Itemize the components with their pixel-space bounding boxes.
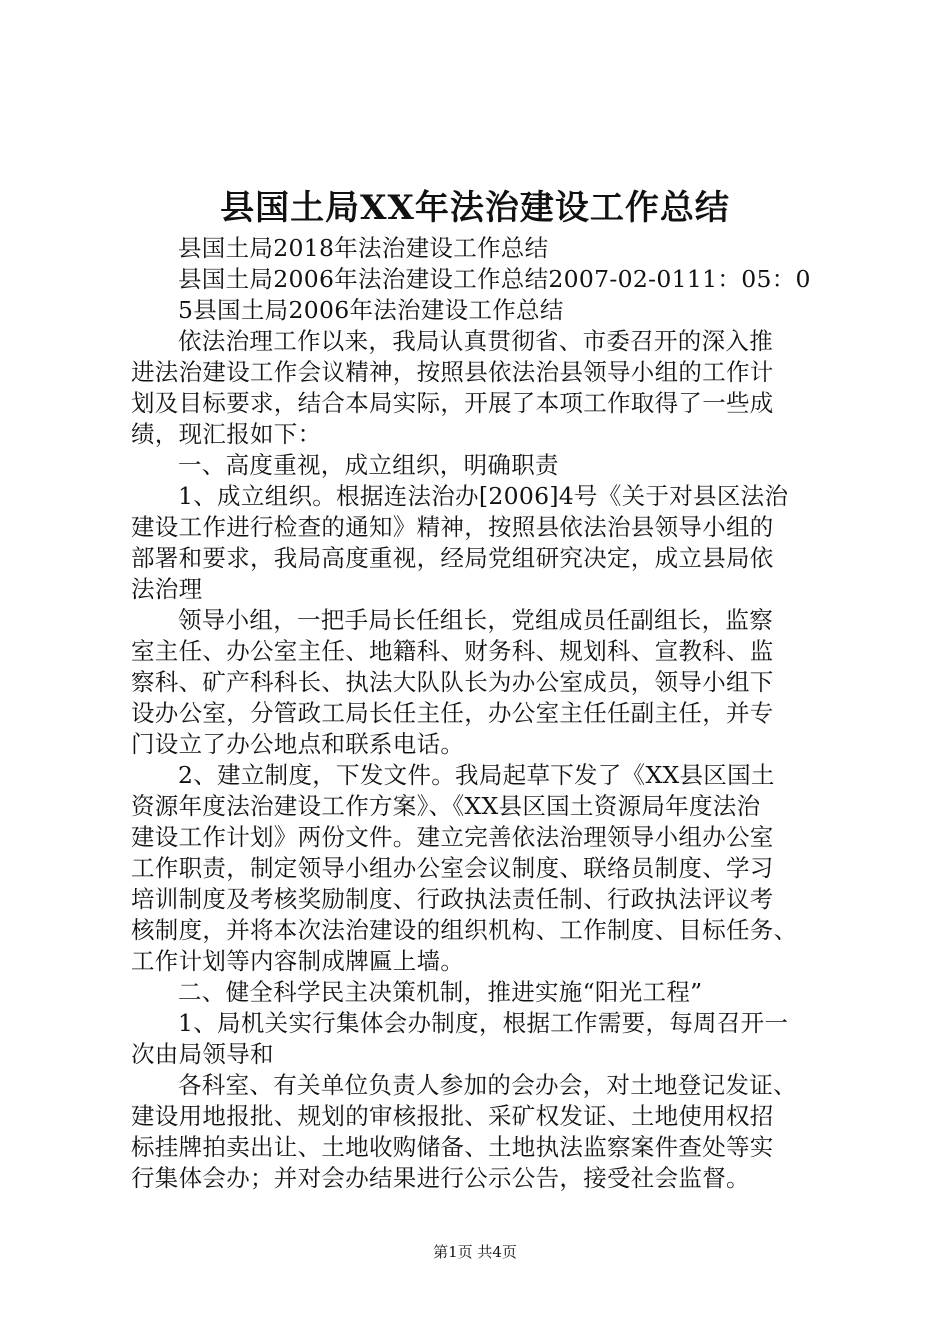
- text-line: 标挂牌拍卖出让、土地收购储备、土地执法监察案件查处等实: [131, 1133, 774, 1161]
- text-line: 2、建立制度，下发文件。我局起草下发了《XX县区国土: [178, 761, 775, 789]
- text-line: 行集体会办；并对会办结果进行公示公告，接受社会监督。: [131, 1164, 750, 1192]
- text-line: 1、局机关实行集体会办制度，根据工作需要，每周召开一: [178, 1009, 789, 1037]
- document-body: [131, 233, 831, 1194]
- text-line: 核制度，并将本次法治建设的组织机构、工作制度、目标任务、: [131, 916, 798, 944]
- text-line: 各科室、有关单位负责人参加的会办会，对土地登记发证、: [178, 1071, 797, 1099]
- text-line: 5县国土局2006年法治建设工作总结: [178, 296, 564, 324]
- text-line: 门设立了办公地点和联系电话。: [131, 730, 465, 758]
- text-line: 县国土局2006年法治建设工作总结2007-02-0111：05：0: [178, 265, 811, 293]
- text-line: 领导小组，一把手局长任组长，党组成员任副组长，监察: [178, 606, 773, 634]
- text-line: 工作计划等内容制成牌匾上墙。: [131, 947, 465, 975]
- text-line: 建设工作进行检查的通知》精神，按照县依法治县领导小组的: [131, 513, 774, 541]
- text-line: 室主任、办公室主任、地籍科、财务科、规划科、宣教科、监: [131, 637, 774, 665]
- text-line: 1、成立组织。根据连法治办[2006]4号《关于对县区法治: [178, 482, 789, 510]
- text-line: 划及目标要求，结合本局实际，开展了本项工作取得了一些成: [131, 389, 774, 417]
- text-line: 资源年度法治建设工作方案》、《XX县区国土资源局年度法治: [131, 792, 761, 820]
- text-line: 法治理: [131, 575, 203, 603]
- text-line: 培训制度及考核奖励制度、行政执法责任制、行政执法评议考: [131, 885, 774, 913]
- text-line: 设办公室，分管政工局长任主任，办公室主任任副主任，并专: [131, 699, 774, 727]
- text-line: 工作职责，制定领导小组办公室会议制度、联络员制度、学习: [131, 854, 774, 882]
- text-line: 部署和要求，我局高度重视，经局党组研究决定，成立县局依: [131, 544, 774, 572]
- text-line: 建设用地报批、规划的审核报批、采矿权发证、土地使用权招: [131, 1102, 774, 1130]
- text-line: 次由局领导和: [131, 1040, 274, 1068]
- text-line: 进法治建设工作会议精神，按照县依法治县领导小组的工作计: [131, 358, 774, 386]
- section-heading: 一、高度重视，成立组织，明确职责: [178, 451, 559, 479]
- text-line: 依法治理工作以来，我局认真贯彻省、市委召开的深入推: [178, 327, 773, 355]
- document-title: 县国土局XX年法治建设工作总结: [220, 188, 730, 228]
- text-line: 建设工作计划》两份文件。建立完善依法治理领导小组办公室: [131, 823, 774, 851]
- page-footer: 第1页 共4页: [433, 1243, 517, 1261]
- section-heading: 二、健全科学民主决策机制，推进实施“阳光工程”: [178, 978, 703, 1006]
- text-line: 察科、矿产科科长、执法大队队长为办公室成员，领导小组下: [131, 668, 774, 696]
- text-line: 绩，现汇报如下：: [131, 420, 322, 448]
- text-line: 县国土局2018年法治建设工作总结: [178, 234, 549, 262]
